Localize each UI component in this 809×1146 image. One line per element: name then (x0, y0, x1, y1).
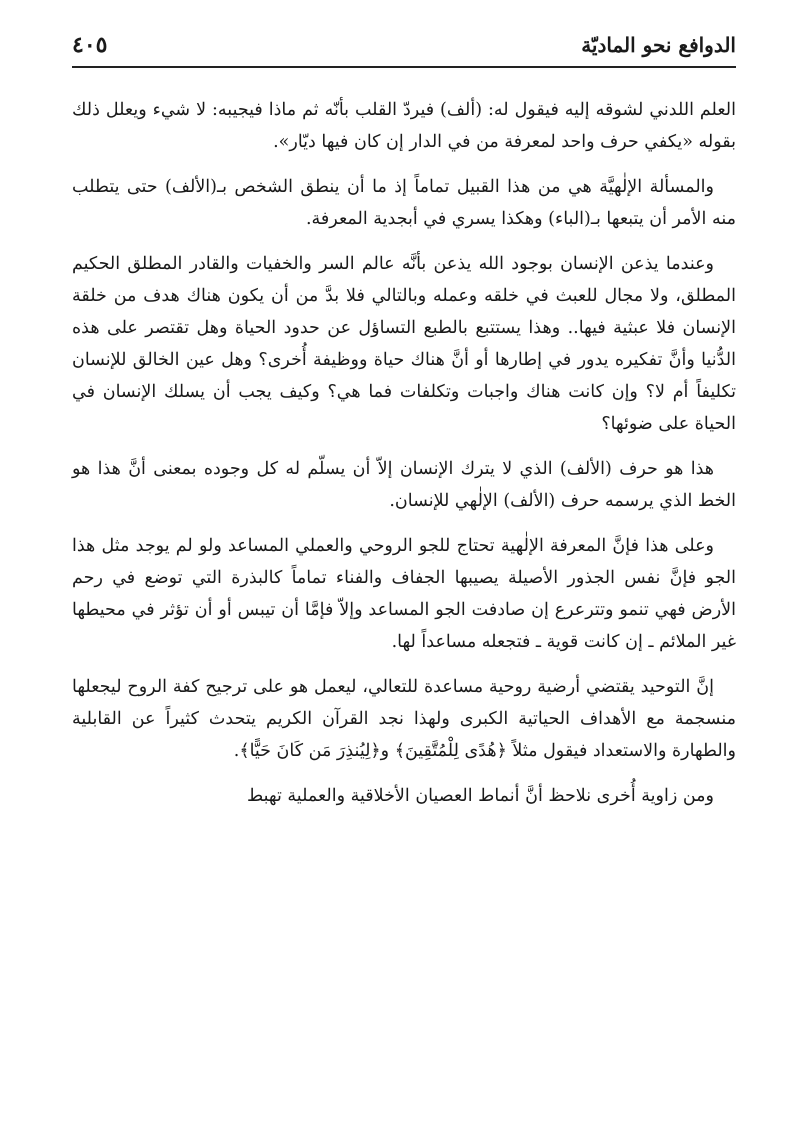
paragraph-7: ومن زاوية أُخرى نلاحظ أنَّ أنماط العصيان الأخلاقية والعملية تهبط (247, 786, 714, 806)
header-divider (72, 66, 736, 68)
page-number: ٤٠٥ (72, 32, 108, 58)
paragraph-2: والمسألة الإلٰهيَّة هي من هذا القبيل تماماً إذ ما أن ينطق الشخص بـ(الألف) حتى يتطلب منه الأمر أن يتبعها بـ(الباء) وهكذا يسري في أبجدية المعرفة. (72, 177, 736, 229)
paragraph-5: وعلى هذا فإنَّ المعرفة الإلٰهية تحتاج للجو الروحي والعملي المساعد ولو لم يوجد مثل هذا الجو فإنَّ نفس الجذور الأصيلة يصيبها الجفاف والفناء تماماً كالبذرة التي توضع في رحم الأرض فهي تنمو وتترعرع إن صادفت الجو المساعد وإلاّ فإمَّا أن تيبس أو أن تؤثر في محيطها غير الملائم ـ إن كانت قوية ـ فتجعله مساعداً لها. (72, 536, 736, 652)
paragraph-3: وعندما يذعن الإنسان بوجود الله يذعن بأنَّه عالم السر والخفيات والقادر المطلق الحكيم المطلق، ولا مجال للعبث في خلقه وعمله وبالتالي فلا بدَّ من أن يكون هناك هدف من خلقة الإنسان فلا عبثية فيها.. وهذا يستتبع بالطبع التساؤل عن حدود الحياة وهل تقتصر على هذه الدُّنيا وأنَّ تفكيره يدور في إطارها أو أنَّ هناك حياة ووظيفة أُخرى؟ وهل عين الخالق للإنسان تكليفاً أم لا؟ وإن كانت هناك واجبات وتكلفات فما هي؟ وكيف يجب أن يسلك الإنسان في الحياة على ضوئها؟ (72, 254, 736, 434)
page-header (72, 30, 736, 64)
page-body (72, 94, 736, 825)
running-title: الدوافع نحو الماديّة (581, 33, 736, 57)
paragraph-6: إنَّ التوحيد يقتضي أرضية روحية مساعدة للتعالي، ليعمل هو على ترجيح كفة الروح ليجعلها منسجمة مع الأهداف الحياتية الكبرى ولهذا نجد القرآن الكريم يتحدث كثيراً عن القابلية والطهارة والاستعداد فيقول مثلاً ﴿هُدًى لِلْمُتَّقِينَ﴾ و﴿لِيُنذِرَ مَن كَانَ حَيًّا﴾. (72, 677, 736, 761)
paragraph-1: العلم اللدني لشوقه إليه فيقول له: (ألف) فيردّ القلب بأنّه ثم ماذا فيجيبه: لا شيء ويعلل ذلك بقوله «يكفي حرف واحد لمعرفة من في الدار إن كان فيها ديّار». (72, 100, 736, 152)
paragraph-4: هذا هو حرف (الألف) الذي لا يترك الإنسان إلاّ أن يسلّم له كل وجوده بمعنى أنَّ هذا هو الخط الذي يرسمه حرف (الألف) الإلٰهي للإنسان. (72, 459, 736, 511)
